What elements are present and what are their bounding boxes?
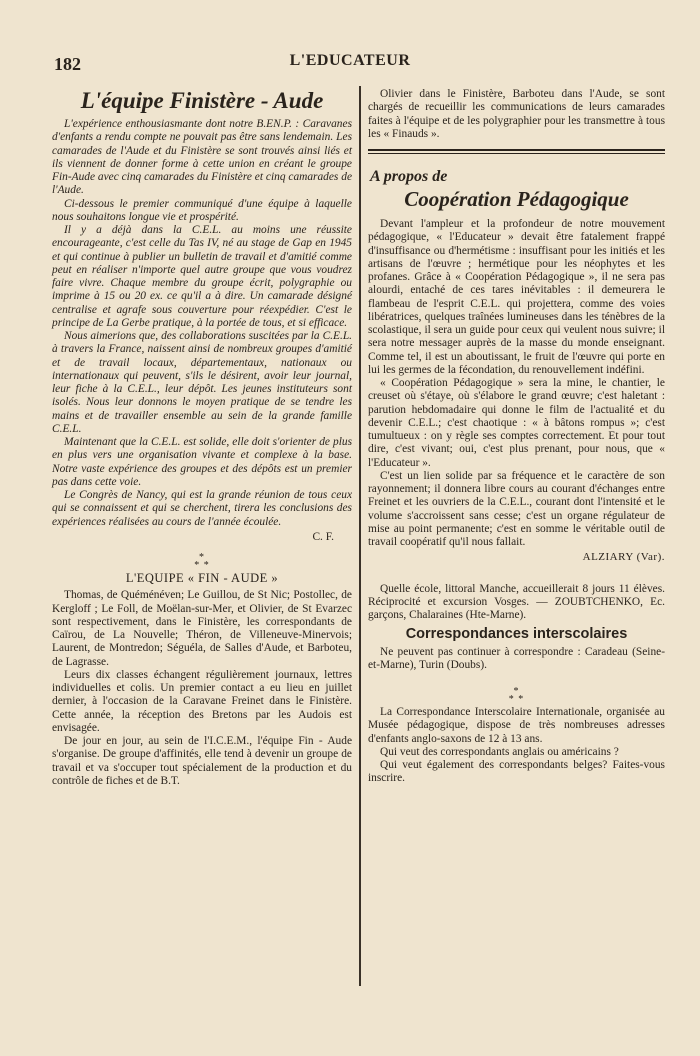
section-paragraph: De jour en jour, au sein de l'I.C.E.M., l'équipe Fin - Aude s'organise. De groupe d'affinités, elle tend à devenir un groupe de travail et va s'occuper tout spécialement de la production et du contrôle de fiches et de B.T. <box>52 735 352 787</box>
intro-paragraph: L'expérience enthousiasmante dont notre B.EN.P. : Caravanes d'enfants a rendu compte ne pouvait pas être sans lendemain. Les camarades de l'Aude et du Finistère se sont trouvés ainsi liés et ils viennent de donner forme à cette union en créant le groupe Fin-Aude avec cinq camarades du Finistère et cinq camarades de l'Aude. <box>52 118 352 197</box>
star-top: * <box>199 552 205 563</box>
signature: C. F. <box>312 530 334 543</box>
right-column <box>368 88 665 786</box>
column-divider <box>359 86 361 986</box>
journal-title: L'EDUCATEUR <box>289 52 411 69</box>
star-bottom: * * <box>508 694 525 705</box>
section-title: L'EQUIPE « FIN - AUDE » <box>125 571 279 585</box>
section-separator-stars <box>52 554 352 570</box>
intro-paragraph: Il y a déjà dans la C.E.L. au moins une réussite encourageante, c'est celle du Tas IV, né au stage de Gap en 1945 et qui continue à publier un bulletin de travail et d'amitié comme peut en réaliser n'importe quel autre groupe que vous voudrez faire vivre. Chaque membre du groupe écrit, polygraphie ou imprime à 15 ou 20 ex. ce qu'il a à dire. Un camarade désigné centralise et agrafe sous couverture pour réexpédier. C'est le principe de La Gerbe pratique, à la portée de tous, et si efficace. <box>52 224 352 329</box>
section-paragraph: Thomas, de Quéménéven; Le Guillou, de St Nic; Postollec, de Kergloff ; Le Foll, de Moëlan-sur-Mer, et Olivier, de St Evarzec sont respectivement, dans le Finistère, les correspondants de Caïrou, de La Nouvelle; Théron, de Villeneuve-Minervois; Laurent, de Montredon; Séguéla, de Salles d'Aude, et Barboteu, de Lagrasse. <box>52 589 352 668</box>
page-number: 182 <box>54 54 81 74</box>
intro-paragraph: Nous aimerions que, des collaborations suscitées par la C.E.L. à travers la France, naissent ainsi de nombreux groupes d'amitié et de travail locaux, départementaux, nationaux ou internationaux qui peuvent, s'ils le désirent, avoir leur journal, leur fiche à la C.E.L., leur dépôt. Les jeunes instituteurs sont isolés. Nous leur donnons le moyen pratique de se tendre les mains et de travailler ensemble au sein de la grande famille C.E.L. <box>52 330 352 435</box>
intro-paragraph: Maintenant que la C.E.L. est solide, elle doit s'orienter de plus en plus vers une organisation vivante et complexe à la base. Notre vaste expérience des groupes et des dépôts est un premier pas dans cette voie. <box>52 436 352 488</box>
intro-paragraph: Ci-dessous le premier communiqué d'une équipe à laquelle nous souhaitons longue vie et prospérité. <box>52 197 352 223</box>
intl-paragraph: La Correspondance Interscolaire Internationale, organisée au Musée pédagogique, dispose de très nombreuses adresses d'enfants anglo-saxons de 12 à 13 ans. <box>368 706 665 745</box>
star-top: * <box>513 686 520 697</box>
coop-author: ALZIARY (Var). <box>582 551 665 564</box>
star-bottom: * * <box>194 560 210 571</box>
article-title: L'équipe Finistère - Aude <box>80 88 324 113</box>
section-separator-stars <box>368 688 665 704</box>
coop-paragraph: « Coopération Pédagogique » sera la mine, le chantier, le creuset où s'étaye, où s'élabore le grand œuvre; c'est haletant : parution hebdomadaire qui donne le film de l'actualité et du devenir C.E.L.; c'est chaotique : « à bâtons rompus »; c'est tumultueux : on y règle ses comptes correctement. Et pour tout dire, c'est vivant; oui, c'est plus prenant, pour nous, que « l'Educateur ». <box>368 377 665 469</box>
coop-paragraph: Devant l'ampleur et la profondeur de notre mouvement pédagogique, « l'Educateur » devait être fatalement frappé d'insuffisance ou d'hermétisme : insuffisant pour les initiés et les artisans de l'œuvre ; hermétique pour les néophytes et les profanes. Grâce à « Coopération Pédagogique », il ne sera pas alourdi, entaché de ces tares inévitables : il demeurera le flambeau de l'esprit C.E.L. qui projettera, comme des voies libératrices, quelques traînées lumineuses dans les ténèbres de la scolastique, il sera un guide pour ceux qui veulent nous suivre; il sera notre messager auprès de la masse du monde enseignant. Comme tel, il est un aboutissant, le fruit de l'œuvre qui porte en lui les germes de la fécondation, du renouvellement indéfini. <box>368 218 665 376</box>
correspondances-title: Correspondances interscolaires <box>405 626 628 643</box>
double-rule-divider <box>368 149 665 154</box>
coop-title: Coopération Pédagogique <box>404 187 629 211</box>
spacer <box>368 672 665 678</box>
left-column <box>52 88 352 788</box>
continuation-paragraph: Olivier dans le Finistère, Barboteu dans l'Aude, se sont chargés de recueillir les communications de leurs camarades faites à l'équipe et de les polygraphier pour les transmettre à tous les « Finauds ». <box>368 88 665 140</box>
ad-paragraph: Quelle école, littoral Manche, accueillerait 8 jours 11 élèves. Réciprocité et excursion Vosges. — ZOUBTCHENKO, Ec. garçons, Chalaraines (Hte-Marne). <box>368 582 665 621</box>
intro-paragraph: Le Congrès de Nancy, qui est la grande réunion de tous ceux qui se connaissent et qui se cherchent, tirera les conclusions des expériences réalisées au cours de l'année écoulée. <box>52 489 352 528</box>
intl-paragraph: Qui veut également des correspondants belges? Faites-vous inscrire. <box>368 759 665 785</box>
section-paragraph: Leurs dix classes échangent régulièrement journaux, lettres individuelles et colis. Un premier contact a eu lieu en juillet dernier, à l'occasion de la Caravane Freinet dans le Finistère. Cette année, la réception des Bretons par les Audois est envisagée. <box>52 668 352 734</box>
apropos-heading: A propos de <box>370 168 448 185</box>
coop-paragraph: C'est un lien solide par sa fréquence et le caractère de son rayonnement; il donnera libre cours au courant d'échanges entre Freinet et les ouvriers de la C.E.L., courant dont l'intensité et le volume s'accroissent sans cesse; c'est un organe régulateur de mise au point permanente; c'est en somme le véritable outil de travail coopératif qu'il nous fallait. <box>368 469 665 548</box>
intl-paragraph: Qui veut des correspondants anglais ou américains ? <box>380 745 619 758</box>
correspondances-paragraph: Ne peuvent pas continuer à correspondre : Caradeau (Seine-et-Marne), Turin (Doubs). <box>368 645 665 671</box>
